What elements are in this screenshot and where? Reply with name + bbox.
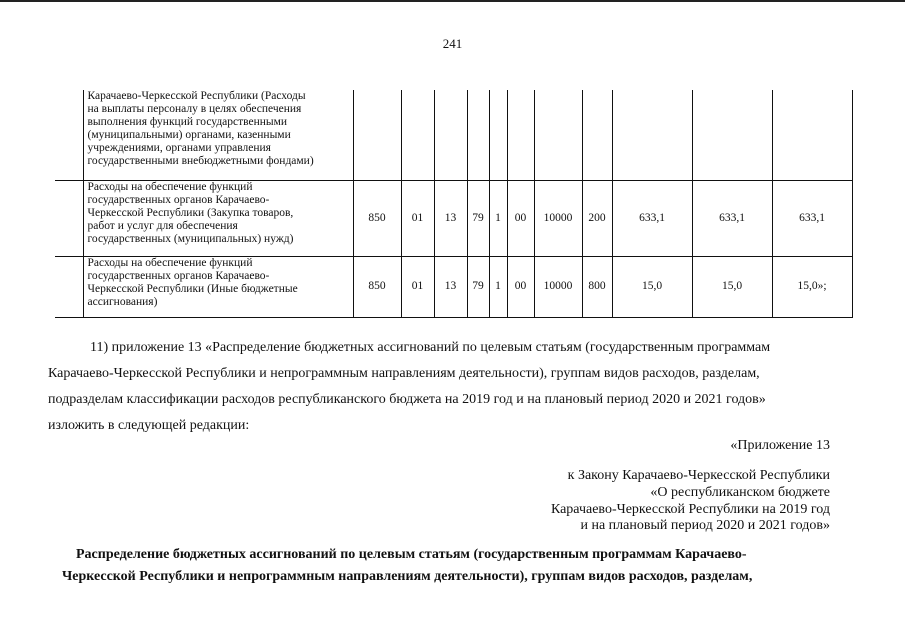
- section-code: 01: [401, 180, 434, 256]
- section-code: 01: [401, 256, 434, 317]
- appendix-title: «Приложение 13: [730, 438, 830, 453]
- row-name: [83, 180, 353, 256]
- appendix-line-2: «О республиканском бюджете: [650, 485, 830, 500]
- name-line: Черкесской Республики (Закупка товаров,: [87, 206, 294, 219]
- name-line: Расходы на обеспечение функций: [87, 256, 253, 269]
- amendment-line-3: подразделам классификации расходов республиканского бюджета на 2019 год и на плановый период 2020 и 2021 годов»: [48, 392, 766, 407]
- appendix-line-4: и на плановый период 2020 и 2021 годов»: [580, 518, 830, 533]
- program-code: 79: [467, 256, 489, 317]
- amount-2021: 15,0»;: [772, 256, 852, 317]
- expense-type-code: 800: [582, 256, 612, 317]
- name-line: государственных (муниципальных) нужд): [87, 232, 294, 245]
- direction-code: [534, 90, 582, 180]
- ministry-code: [353, 90, 401, 180]
- name-line: на выплаты персоналу в целях обеспечения: [87, 103, 302, 115]
- indent-cell: [55, 256, 83, 317]
- heading-line-1: Распределение бюджетных ассигнований по целевым статьям (государственным программам Карачаево-: [76, 547, 747, 562]
- appendix-line-3: Карачаево-Черкесской Республики на 2019 год: [550, 502, 830, 517]
- name-line: государственных органов Карачаево-: [87, 269, 270, 282]
- expense-type-code: [582, 90, 612, 180]
- subprogram-code: 1: [489, 256, 507, 317]
- subprogram-code: [489, 90, 507, 180]
- subsection-code: 13: [434, 256, 467, 317]
- amount-2021: 633,1: [772, 180, 852, 256]
- row-name: [83, 90, 353, 180]
- budget-table: [55, 90, 853, 318]
- name-line: Карачаево-Черкесской Республики (Расходы: [87, 90, 306, 102]
- event-code: 00: [507, 180, 534, 256]
- scan-top-edge: [0, 0, 905, 2]
- program-code: 79: [467, 180, 489, 256]
- amount-2020: 15,0: [692, 256, 772, 317]
- table-row: [55, 180, 852, 256]
- name-line: учреждениями, органами управления: [87, 142, 271, 154]
- name-line: выполнения функций государственными: [87, 116, 288, 128]
- name-line: государственными внебюджетными фондами): [87, 155, 314, 167]
- section-code: [401, 90, 434, 180]
- table-row: [55, 90, 852, 180]
- direction-code: 10000: [534, 180, 582, 256]
- name-line: Расходы на обеспечение функций: [87, 180, 253, 193]
- indent-cell: [55, 90, 83, 180]
- event-code: 00: [507, 256, 534, 317]
- amendment-line-1: 11) приложение 13 «Распределение бюджетных ассигнований по целевым статьям (государственным программам: [90, 340, 771, 355]
- direction-code: 10000: [534, 256, 582, 317]
- indent-cell: [55, 180, 83, 256]
- amount-2021: [772, 90, 852, 180]
- amount-2019: 633,1: [612, 180, 692, 256]
- page-number: 241: [442, 36, 463, 51]
- appendix-line-1: к Закону Карачаево-Черкесской Республики: [567, 468, 830, 483]
- row-name: [83, 256, 353, 317]
- heading-line-2: Черкесской Республики и непрограммным направлениям деятельности), группам видов расходов, разделам,: [62, 569, 753, 584]
- amount-2019: 15,0: [612, 256, 692, 317]
- name-line: Черкесской Республики (Иные бюджетные: [87, 282, 298, 295]
- event-code: [507, 90, 534, 180]
- ministry-code: 850: [353, 180, 401, 256]
- name-line: государственных органов Карачаево-: [87, 193, 270, 206]
- amendment-line-2: Карачаево-Черкесской Республики и непрограммным направлениям деятельности), группам видов расходов, разделам,: [48, 366, 760, 381]
- amendment-line-4: изложить в следующей редакции:: [48, 418, 250, 433]
- name-line: (муниципальными) органами, казенными: [87, 129, 291, 141]
- subsection-code: [434, 90, 467, 180]
- amount-2020: 633,1: [692, 180, 772, 256]
- subsection-code: 13: [434, 180, 467, 256]
- amount-2019: [612, 90, 692, 180]
- expense-type-code: 200: [582, 180, 612, 256]
- ministry-code: 850: [353, 256, 401, 317]
- table-row: [55, 256, 852, 317]
- amount-2020: [692, 90, 772, 180]
- name-line: ассигнования): [87, 295, 158, 308]
- subprogram-code: 1: [489, 180, 507, 256]
- name-line: работ и услуг для обеспечения: [87, 219, 238, 232]
- program-code: [467, 90, 489, 180]
